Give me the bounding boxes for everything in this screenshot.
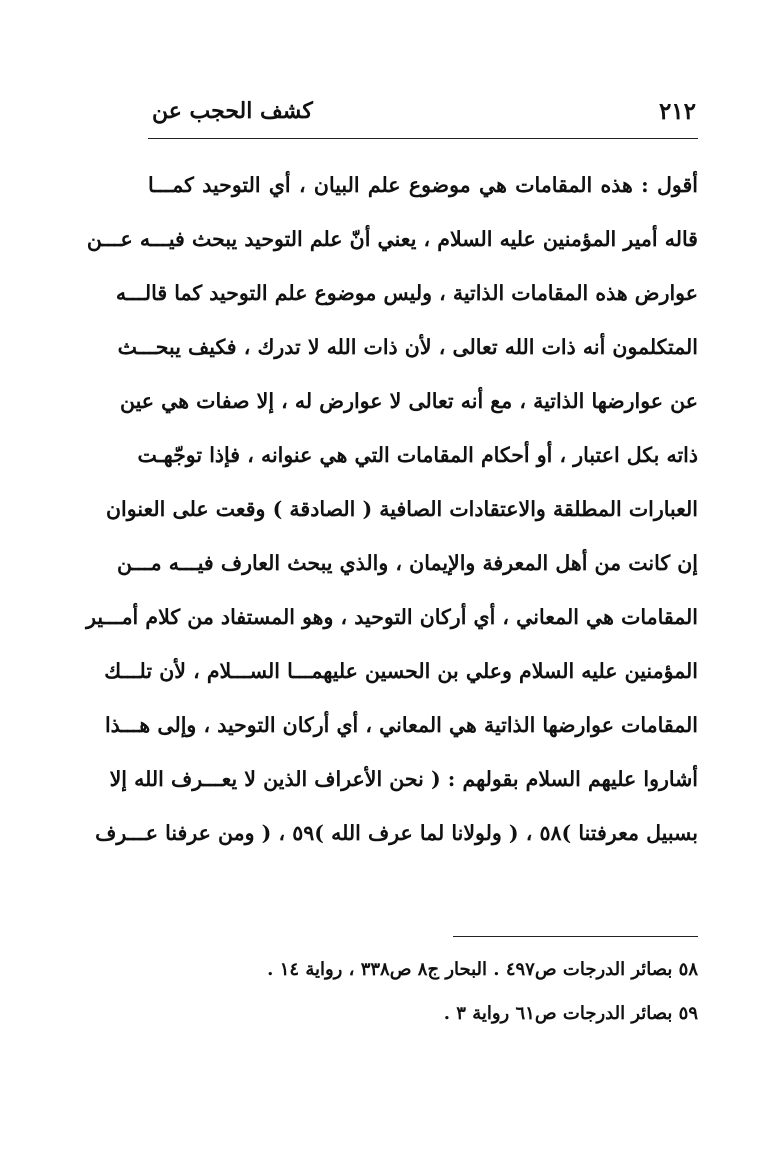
body-text [86,158,698,860]
footnotes [148,948,698,1036]
footnote-divider [453,936,698,937]
text-line: المتكلمون أنه ذات الله تعالى ، لأن ذات الله لا تدرك ، فكيف يبحـــث [117,335,698,359]
text-line: أشاروا عليهم السلام بقولهم : ( نحن الأعراف الذين لا يعـــرف الله إلا [109,767,698,791]
page-number: ٢١٢ [658,98,696,125]
text-line: المؤمنين عليه السلام وعلي بن الحسين عليهمـــا الســـلام ، لأن تلـــك [104,659,698,683]
text-line: العبارات المطلقة والاعتقادات الصافية ( الصادقة ) وقعت على العنوان [106,497,698,521]
text-line: المقامات هي المعاني ، أي أركان التوحيد ، وهو المستفاد من كلام أمـــير [86,605,698,629]
footnote-58: ٥٨ بصائر الدرجات ص٤٩٧ . البحار ج٨ ص٣٣٨ ، رواية ١٤ . [267,959,698,980]
text-line: المقامات عوارضها الذاتية هي المعاني ، أي أركان التوحيد ، وإلى هـــذا [104,713,698,737]
footnote-59: ٥٩ بصائر الدرجات ص٦١ رواية ٣ . [443,1003,698,1024]
header-divider [148,138,698,139]
text-line: ذاته بكل اعتبار ، أو أحكام المقامات التي هي عنوانه ، فإذا توجّهـت [137,443,698,467]
text-line: أقول : هذه المقامات هي موضوع علم البيان ، أي التوحيد كمـــا [148,173,698,197]
text-line: إن كانت من أهل المعرفة والإيمان ، والذي يبحث العارف فيـــه مـــن [117,551,698,575]
text-line: عن عوارضها الذاتية ، مع أنه تعالى لا عوارض له ، إلا صفات هي عين [119,389,698,413]
text-line: عوارض هذه المقامات الذاتية ، وليس موضوع علم التوحيد كما قالـــه [115,281,698,305]
text-line: قاله أمير المؤمنين عليه السلام ، يعني أنّ علم التوحيد يبحث فيـــه عـــن [86,227,698,251]
text-line: بسبيل معرفتنا )٥٨ ، ( ولولانا لما عرف الله )٥٩ ، ( ومن عرفنا عـــرف [95,821,698,845]
page-header [148,96,698,136]
running-title: كشف الحجب عن [152,98,313,124]
